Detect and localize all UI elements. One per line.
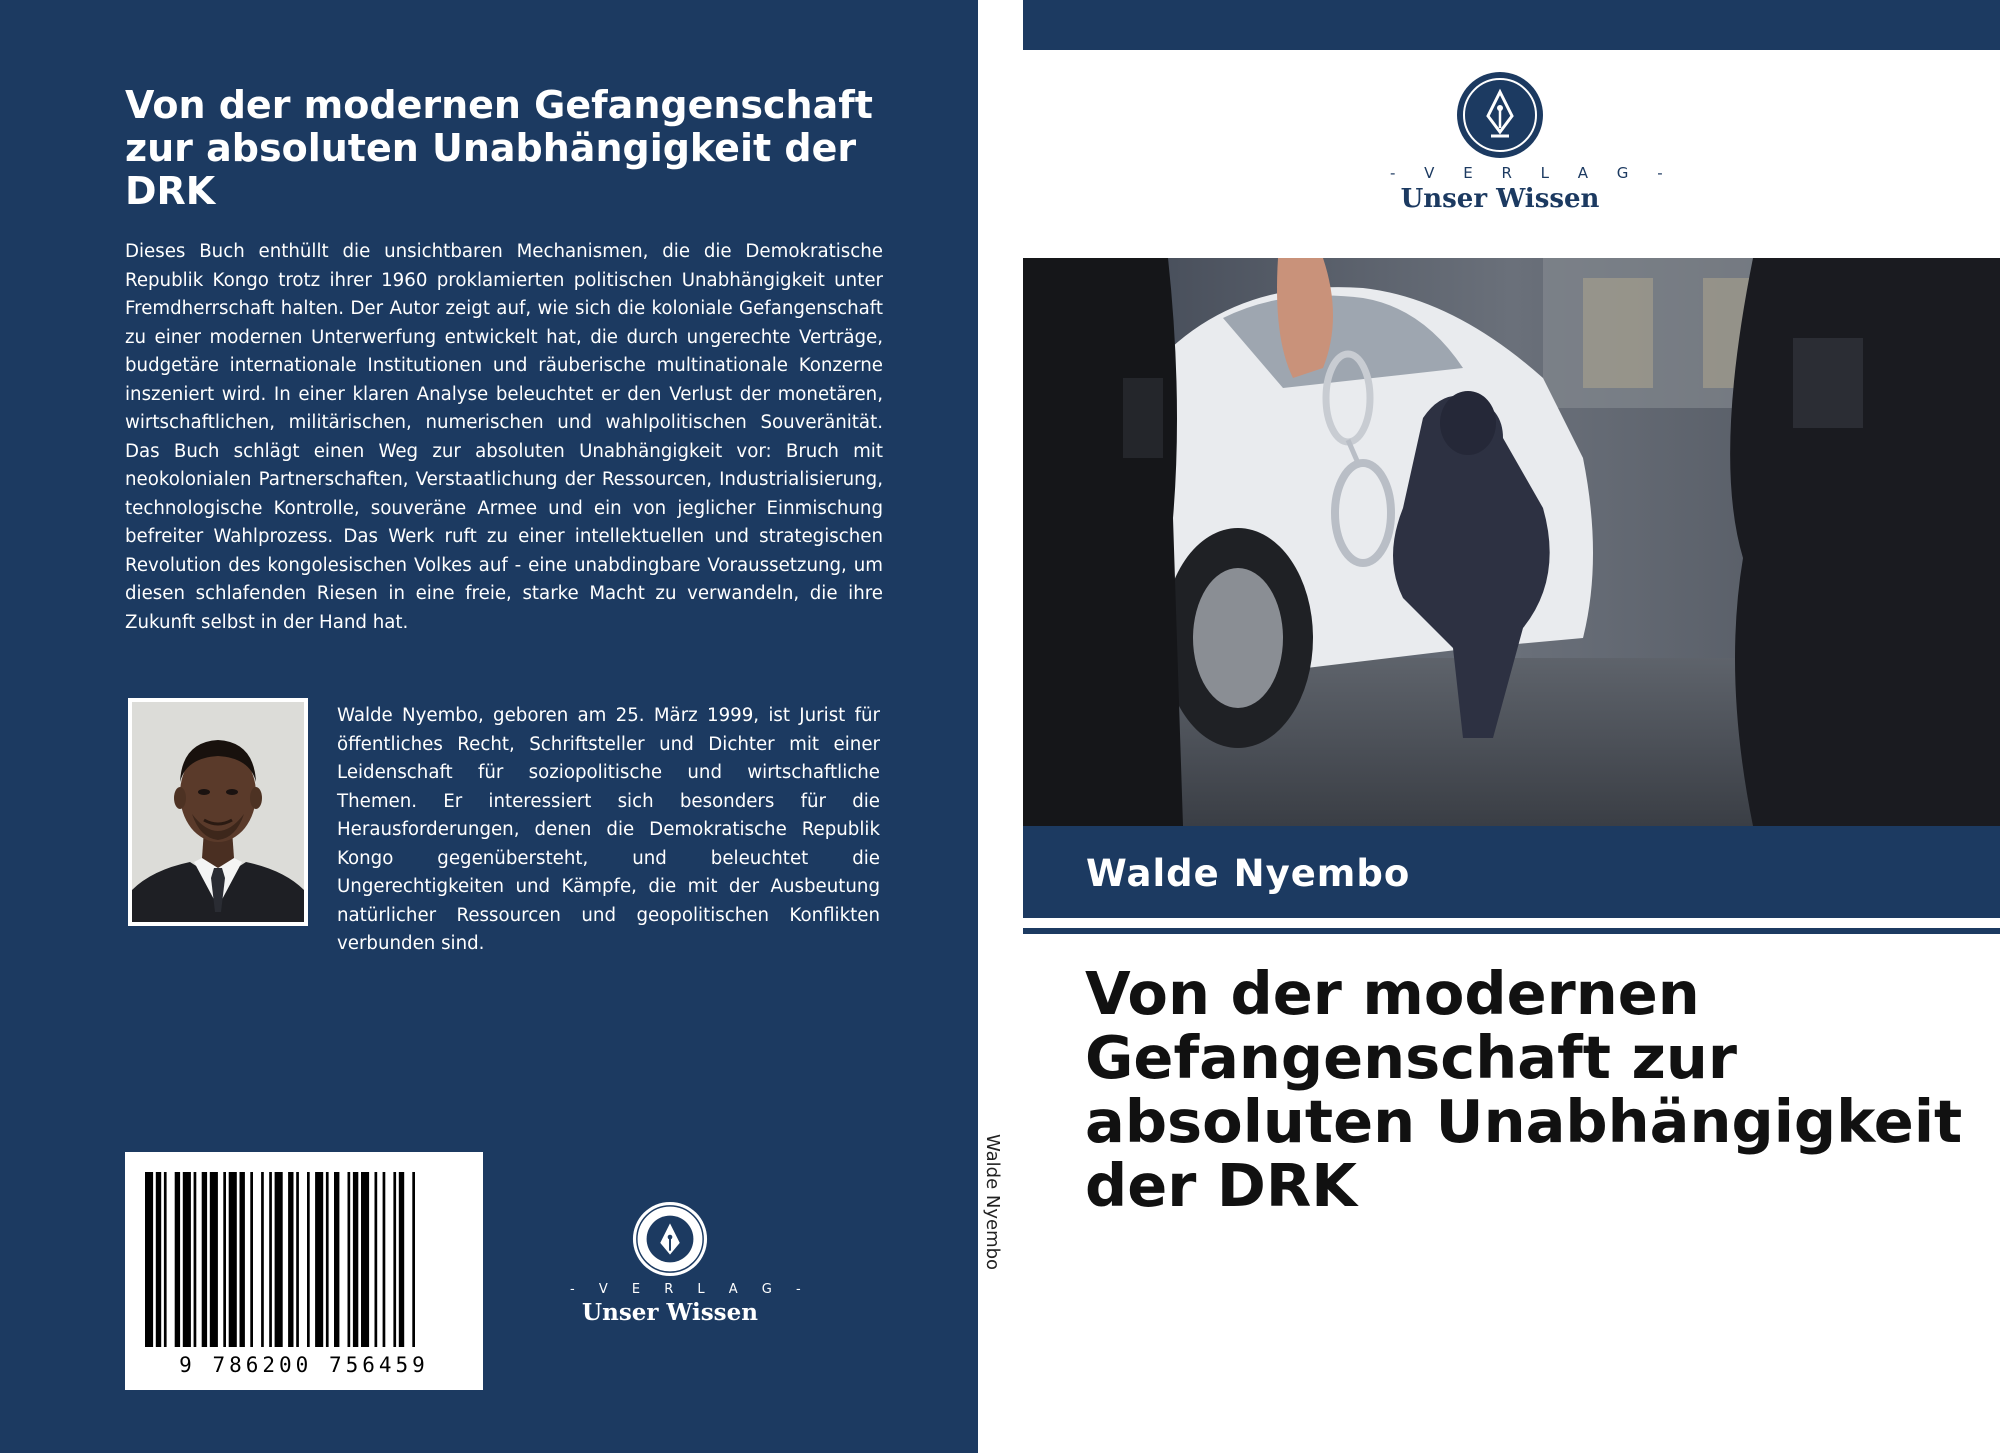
barcode-bar	[399, 1172, 404, 1347]
barcode-bar	[383, 1172, 386, 1347]
barcode-bar	[296, 1172, 299, 1347]
barcode-bar	[353, 1172, 358, 1347]
back-publisher-logo	[570, 1200, 811, 1340]
barcode-bar	[261, 1172, 264, 1347]
front-logo-name: Unser Wissen	[1400, 184, 1600, 214]
isbn-barcode	[125, 1152, 483, 1390]
front-author-name: Walde Nyembo	[1086, 852, 1411, 895]
barcode-bars	[145, 1172, 415, 1347]
barcode-bar	[412, 1172, 415, 1347]
barcode-bar	[307, 1172, 310, 1347]
barcode-bar	[393, 1172, 396, 1347]
barcode-bar	[326, 1172, 329, 1347]
author-portrait	[128, 698, 308, 926]
barcode-bar	[288, 1172, 293, 1347]
barcode-bar	[202, 1172, 207, 1347]
back-cover-title: Von der modernen Gefangenschaft zur absoluten Unabhängigkeit der DRK	[125, 83, 873, 213]
barcode-bar	[223, 1172, 226, 1347]
barcode-bar	[361, 1172, 369, 1347]
isbn-digits: 9 786200 756459	[179, 1353, 429, 1377]
cover-photograph	[1023, 258, 2000, 826]
barcode-bar	[156, 1172, 161, 1347]
barcode-bar	[275, 1172, 283, 1347]
barcode-bar	[145, 1172, 153, 1347]
divider-rule	[1023, 928, 2000, 934]
barcode-bar	[175, 1172, 180, 1347]
back-logo-verlag: - V E R L A G -	[570, 1282, 811, 1297]
barcode-bar	[334, 1172, 339, 1347]
barcode-bar	[375, 1172, 378, 1347]
barcode-bar	[164, 1172, 167, 1347]
barcode-bar	[229, 1172, 237, 1347]
front-publisher-logo	[1390, 70, 1675, 230]
book-blurb: Dieses Buch enthüllt die unsichtbaren Mechanismen, die die Demokratische Republik Kongo trotz ihrer 1960 proklamierten politischen Unabhängigkeit unter Fremdherrschaft halten. Der Autor zeigt auf, wie sich die koloniale Gefangenschaft zu einer modernen Unterwerfung entwickelt hat, die durch ungerechte Verträge, budgetäre internationale Institutionen und räuberische multinationale Konzerne inszeniert wird. In einer klaren Analyse beleuchtet er den Verlust der monetären, wirtschaftlichen, militärischen, numerischen und wahlpolitischen Souveränität. Das Buch schlägt einen Weg zur absoluten Unabhängigkeit vor: Bruch mit neokolonialen Partnerschaften, Verstaatlichung der Ressourcen, Industrialisierung, technologische Kontrolle, souveräne Armee und ein von jeglicher Einmischung befreiter Wahlprozess. Das Werk ruft zu einer intellektuellen und strategischen Revolution des kongolesischen Volkes auf - eine unabdingbare Voraussetzung, um diesen schlafenden Riesen in eine freie, starke Macht zu verwandeln, die ihre Zukunft selbst in der Hand hat.	[125, 241, 883, 633]
back-logo-name: Unser Wissen	[582, 1299, 758, 1326]
barcode-bar	[183, 1172, 191, 1347]
barcode-bar	[269, 1172, 272, 1347]
barcode-bar	[315, 1172, 323, 1347]
barcode-bar	[210, 1172, 218, 1347]
barcode-bar	[250, 1172, 253, 1347]
back-cover	[0, 0, 978, 1453]
front-top-bar	[1023, 0, 2000, 50]
spine-author: Walde Nyembo	[982, 1134, 1003, 1271]
barcode-bar	[348, 1172, 351, 1347]
front-logo-verlag: - V E R L A G -	[1390, 164, 1675, 182]
barcode-bar	[240, 1172, 245, 1347]
author-biography: Walde Nyembo, geboren am 25. März 1999, ist Jurist für öffentliches Recht, Schriftsteller und Dichter mit einer Leidenschaft für soziopolitische und wirtschaftliche Themen. Er interessiert sich besonders für die Herausforderungen, denen die Demokratische Republik Kongo gegenübersteht, und beleuchtet die Ungerechtigkeiten und Kämpfe, die mit der Ausbeutung natürlicher Ressourcen und geopolitischen Konflikten verbunden sind.	[337, 705, 880, 954]
barcode-bar	[194, 1172, 197, 1347]
front-cover-title: Von der modernen Gefangenschaft zur absoluten Unabhängigkeit der DRK	[1085, 959, 1963, 1220]
